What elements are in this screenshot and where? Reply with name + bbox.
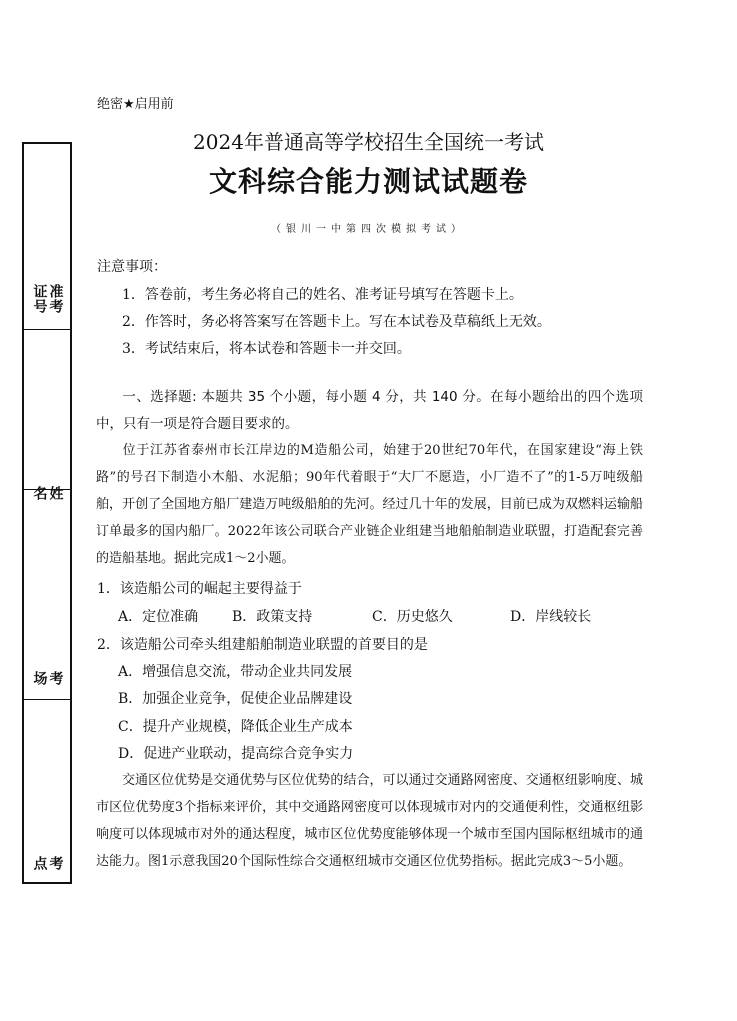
reading-passage: 位于江苏省泰州市长江岸边的M造船公司，始建于20世纪70年代，在国家建设“海上铁路”的号召下制造小木船、水泥船；90年代着眼于“大厂不愿造，小厂造不了”的1-5万吨级船舶，开创了全国地方船厂建造万吨级船舶的先河。经过几十年的发展，目前已成为双燃料运输船订单最多的国内船厂。2022年该公司联合产业链企业组建当地船舶制造业联盟，打造配套完善的造船基地。据此完成1～2小题。 — [96, 443, 643, 566]
answer-option: A．增强信息交流，带动企业共同发展 — [118, 664, 353, 680]
answer-option: A．定位准确 — [118, 609, 199, 625]
notice-item: 2．作答时，务必将答案写在答题卡上。写在本试卷及草稿纸上无效。 — [122, 314, 551, 330]
reading-passage: 交通区位优势是交通优势与区位优势的结合，可以通过交通路网密度、交通枢纽影响度、城市区位优势度3个指标来评价，其中交通路网密度可以体现城市对内的交通便利性，交通枢纽影响度可以体现城市对外的通达程度，城市区位优势度能够体现一个城市至国内国际枢纽城市的通达能力。图1示意我国20个国际性综合交通枢纽城市交通区位优势指标。据此完成3～5小题。 — [96, 773, 643, 869]
notice-heading: 注意事项： — [97, 259, 167, 275]
answer-option: C．历史悠久 — [372, 609, 453, 625]
name-label: 名 姓 — [31, 486, 64, 501]
exam-title: 2024年普通高等学校招生全国统一考试 — [193, 130, 544, 154]
answer-option: B．政策支持 — [232, 609, 313, 625]
exam-site-label: 点 考 — [31, 856, 64, 871]
paper-subtitle: （银川一中第四次模拟考试） — [271, 224, 466, 235]
section-instructions: 一、选择题: 本题共 35 个小题，每小题 4 分，共 140 分。在每小题给出的四个选项中，只有一项是符合题目要求的。 — [96, 389, 643, 432]
notice-item: 3．考试结束后，将本试卷和答题卡一并交回。 — [122, 341, 411, 357]
confidential-label: 绝密★启用前 — [97, 97, 174, 112]
binding-strip — [22, 142, 72, 884]
question-stem: 2．该造船公司牵头组建船舶制造业联盟的首要目的是 — [97, 637, 428, 653]
answer-option: B．加强企业竞争，促使企业品牌建设 — [118, 691, 353, 707]
answer-option: D．岸线较长 — [510, 609, 592, 625]
answer-option: C．提升产业规模，降低企业生产成本 — [118, 719, 353, 735]
exam-room-label: 场 考 — [31, 671, 64, 686]
exam-id-label: 证号 准考 — [31, 284, 64, 314]
question-stem: 1．该造船公司的崛起主要得益于 — [97, 581, 302, 597]
answer-option: D．促进产业联动，提高综合竞争实力 — [118, 746, 354, 762]
strip-divider — [24, 329, 70, 330]
strip-divider — [24, 699, 70, 700]
paper-title: 文科综合能力测试试题卷 — [208, 165, 528, 198]
notice-item: 1．答卷前，考生务必将自己的姓名、准考证号填写在答题卡上。 — [122, 287, 523, 303]
